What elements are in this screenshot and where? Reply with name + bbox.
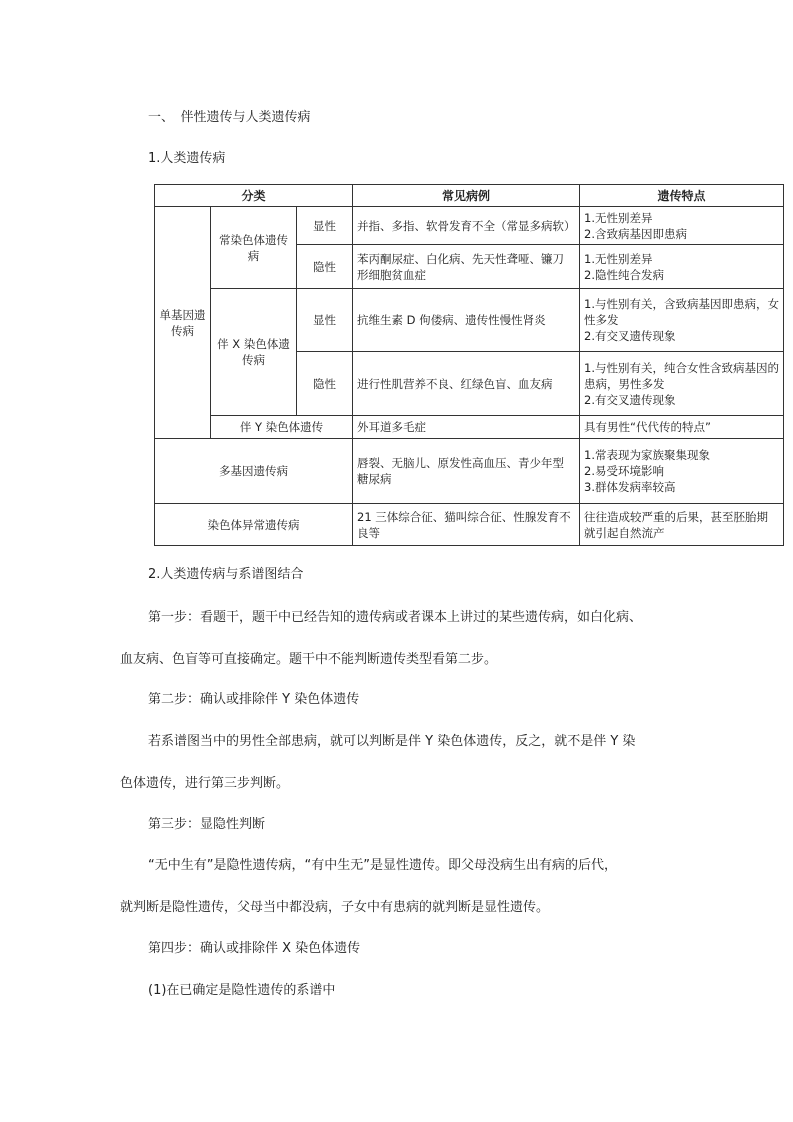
cases-cell: 进行性肌营养不良、红绿色盲、血友病 (353, 352, 580, 416)
step3-line2: 就判断是隐性遗传，父母当中都没病，子女中有患病的就判断是显性遗传。 (120, 900, 550, 915)
step2-heading: 第二步：确认或排除伴 Y 染色体遗传 (148, 692, 360, 707)
traits-cell (580, 288, 784, 351)
step1-line1: 第一步：看题干，题干中已经告知的遗传病或者课本上讲过的某些遗传病，如白化病、 (148, 610, 643, 625)
dominant-label: 显性 (297, 288, 353, 351)
trait-line: 2.隐性纯合发病 (584, 267, 664, 282)
trait-line: 1.常表现为家族聚集现象 (584, 447, 710, 462)
recessive-label: 隐性 (297, 352, 353, 416)
autosomal-label: 常染色体遗传病 (211, 207, 297, 289)
trait-line: 1.无性别差异 (584, 210, 653, 225)
dominant-label: 显性 (297, 207, 353, 245)
trait-line: 2.含致病基因即患病 (584, 226, 687, 241)
trait-line: 2.易受环境影响 (584, 463, 664, 478)
chromosomal-label: 染色体异常遗传病 (155, 504, 353, 546)
cases-cell: 抗维生素 D 佝偻病、遗传性慢性肾炎 (353, 288, 580, 351)
header-cases: 常见病例 (353, 185, 580, 207)
single-gene-label: 单基因遗传病 (155, 207, 211, 438)
table-row (155, 207, 784, 245)
traits-cell (580, 245, 784, 289)
step3-heading: 第三步：显隐性判断 (148, 817, 266, 832)
xlinked-label: 伴 X 染色体遗传病 (211, 288, 297, 415)
header-category: 分类 (155, 185, 353, 207)
step4-subheading: (1)在已确定是隐性遗传的系谱中 (148, 983, 336, 998)
step4-heading: 第四步：确认或排除伴 X 染色体遗传 (148, 941, 361, 956)
traits-cell: 具有男性“代代传的特点” (580, 416, 784, 438)
traits-cell (580, 207, 784, 245)
subheading-human-genetic-diseases: 1.人类遗传病 (148, 151, 226, 166)
table-row (155, 438, 784, 503)
traits-cell: 往往造成较严重的后果，甚至胚胎期就引起自然流产 (580, 504, 784, 546)
step2-line2: 色体遗传，进行第三步判断。 (120, 776, 290, 791)
cases-cell: 21 三体综合征、猫叫综合征、性腺发育不良等 (353, 504, 580, 546)
step1-line2: 血友病、色盲等可直接确定。题干中不能判断遗传类型看第二步。 (120, 652, 498, 667)
trait-line: 1.与性别有关，含致病基因即患病，女性多发 (584, 297, 779, 328)
cases-cell: 唇裂、无脑儿、原发性高血压、青少年型糖尿病 (353, 438, 580, 503)
header-traits: 遗传特点 (580, 185, 784, 207)
cases-cell: 并指、多指、软骨发育不全（常显多病软） (353, 207, 580, 245)
cases-cell: 外耳道多毛症 (353, 416, 580, 438)
trait-line: 1.无性别差异 (584, 251, 653, 266)
cases-cell: 苯丙酮尿症、白化病、先天性聋哑、镰刀形细胞贫血症 (353, 245, 580, 289)
table-row (155, 288, 784, 351)
table-header-row (155, 185, 784, 207)
trait-line: 1.与性别有关，纯合女性含致病基因的患病，男性多发 (584, 360, 779, 391)
trait-line: 2.有交叉遗传现象 (584, 392, 676, 407)
recessive-label: 隐性 (297, 245, 353, 289)
table-row (155, 416, 784, 438)
trait-line: 2.有交叉遗传现象 (584, 329, 676, 344)
trait-line: 3.群体发病率较高 (584, 479, 676, 494)
traits-cell (580, 352, 784, 416)
traits-cell (580, 438, 784, 503)
polygenic-label: 多基因遗传病 (155, 438, 353, 503)
subheading-pedigree: 2.人类遗传病与系谱图结合 (148, 567, 304, 582)
section-heading: 一、 伴性遗传与人类遗传病 (148, 110, 311, 125)
table-row (155, 504, 784, 546)
ylinked-label: 伴 Y 染色体遗传 (211, 416, 353, 438)
step3-line1: “无中生有”是隐性遗传病，“有中生无”是显性遗传。即父母没病生出有病的后代， (148, 858, 617, 873)
genetic-disease-table (154, 184, 784, 546)
step2-line1: 若系谱图当中的男性全部患病，就可以判断是伴 Y 染色体遗传，反之，就不是伴 Y 染 (148, 734, 636, 749)
